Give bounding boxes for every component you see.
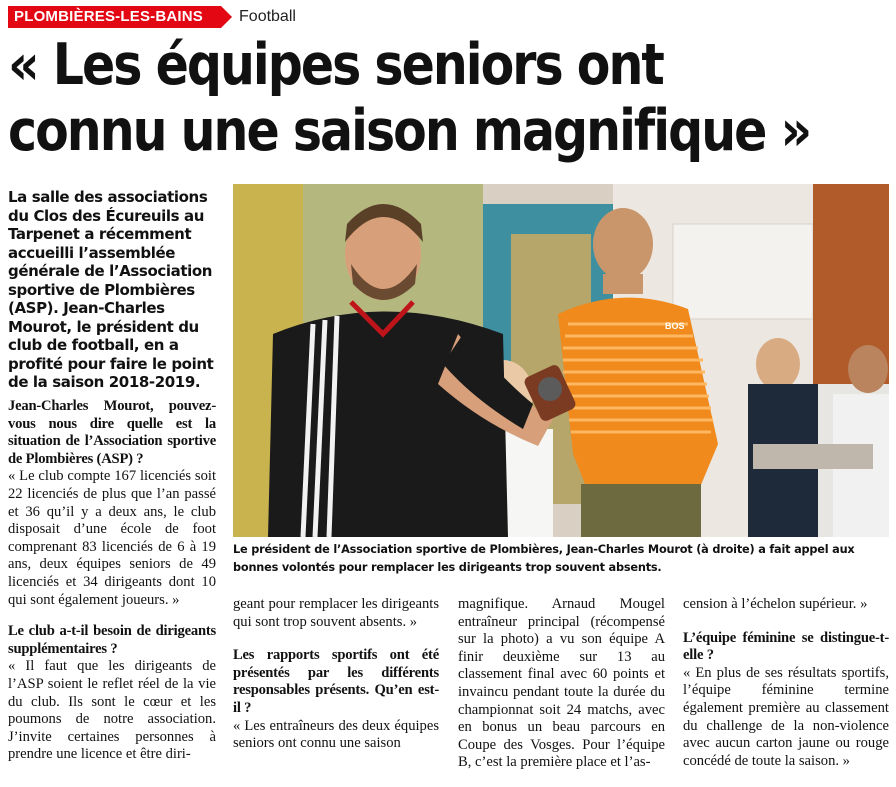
- headline-line-1: « Les équipes seniors ont: [8, 32, 663, 98]
- article-photo: [233, 184, 889, 537]
- kicker: [8, 6, 296, 28]
- headline: [8, 32, 811, 164]
- article-column-3: [458, 596, 665, 772]
- answer-3-part-3: cension à l’échelon supérieur. »: [683, 596, 868, 612]
- article-column-2: [233, 596, 439, 753]
- question-1: Jean-Charles Mourot, pouvez-vous nous dire quelle est la situation de l’Association sportive de Plombières (ASP) ?: [8, 398, 216, 467]
- answer-1: « Le club compte 167 licenciés soit 22 licenciés de plus que l’an passé et 36 qu’il y a deux ans, le club disposait d’une école de foot comprenant 83 licenciés de 6 à 19 ans, deux équipes seniors de 49 licenciés et 34 dirigeants dont 10 qui sont également joueurs. »: [8, 468, 216, 608]
- shirt-logo-text: BOS: [665, 321, 685, 331]
- question-4: L’équipe féminine se distingue-t-elle ?: [683, 629, 889, 664]
- photo-caption: Le président de l’Association sportive de Plombières, Jean-Charles Mourot (à droite) a fait appel aux bonnes volontés pour remplacer les dirigeants trop souvent absents.: [233, 543, 855, 574]
- answer-2-part-2: geant pour remplacer les dirigeants qui sont trop souvent absents. »: [233, 596, 439, 630]
- answer-3-part-1: « Les entraîneurs des deux équipes seniors ont connu une saison: [233, 717, 439, 752]
- article-column-4: [683, 596, 889, 770]
- headline-line-2: connu une saison magnifique »: [8, 98, 811, 164]
- lead-paragraph: La salle des associations du Clos des Écureuils au Tarpenet a récemment accueilli l’assemblée générale de l’Association sportive de Plombières (ASP). Jean-Charles Mourot, le président du club de football, en a profité pour faire le point de la saison 2018-2019.: [8, 188, 214, 391]
- section-label: Football: [239, 8, 296, 25]
- answer-2-part-1: « Il faut que les dirigeants de l’ASP soient le reflet réel de la vie du club. Ils sont le cœur et les poumons de notre association. J’invite certaines personnes à prendre une licence et être diri-: [8, 658, 216, 763]
- answer-3-part-2: magnifique. Arnaud Mougel entraîneur principal (récompensé sur la photo) a vu son équipe A finir deuxième sur 13 au classement final avec 60 points et invaincu pendant toute la durée du championnat soit 24 matchs, avec en bonus un beau parcours en Coupe des Vosges. Pour l’équipe B, c’est la première place et l’as-: [458, 596, 665, 771]
- photo-illustration: [233, 184, 889, 537]
- article-column-1: [8, 398, 216, 764]
- location-tag: PLOMBIÈRES-LES-BAINS: [8, 6, 221, 28]
- question-3: Les rapports sportifs ont été présentés par les différents responsables présents. Qu’en est-il ?: [233, 647, 439, 716]
- question-2: Le club a-t-il besoin de dirigeants supplémentaires ?: [8, 623, 216, 657]
- answer-4: « En plus de ses résultats sportifs, l’équipe féminine termine également première au classement du challenge de la non-violence avec aucun carton jaune ou rouge concédé de toute la saison. »: [683, 664, 889, 769]
